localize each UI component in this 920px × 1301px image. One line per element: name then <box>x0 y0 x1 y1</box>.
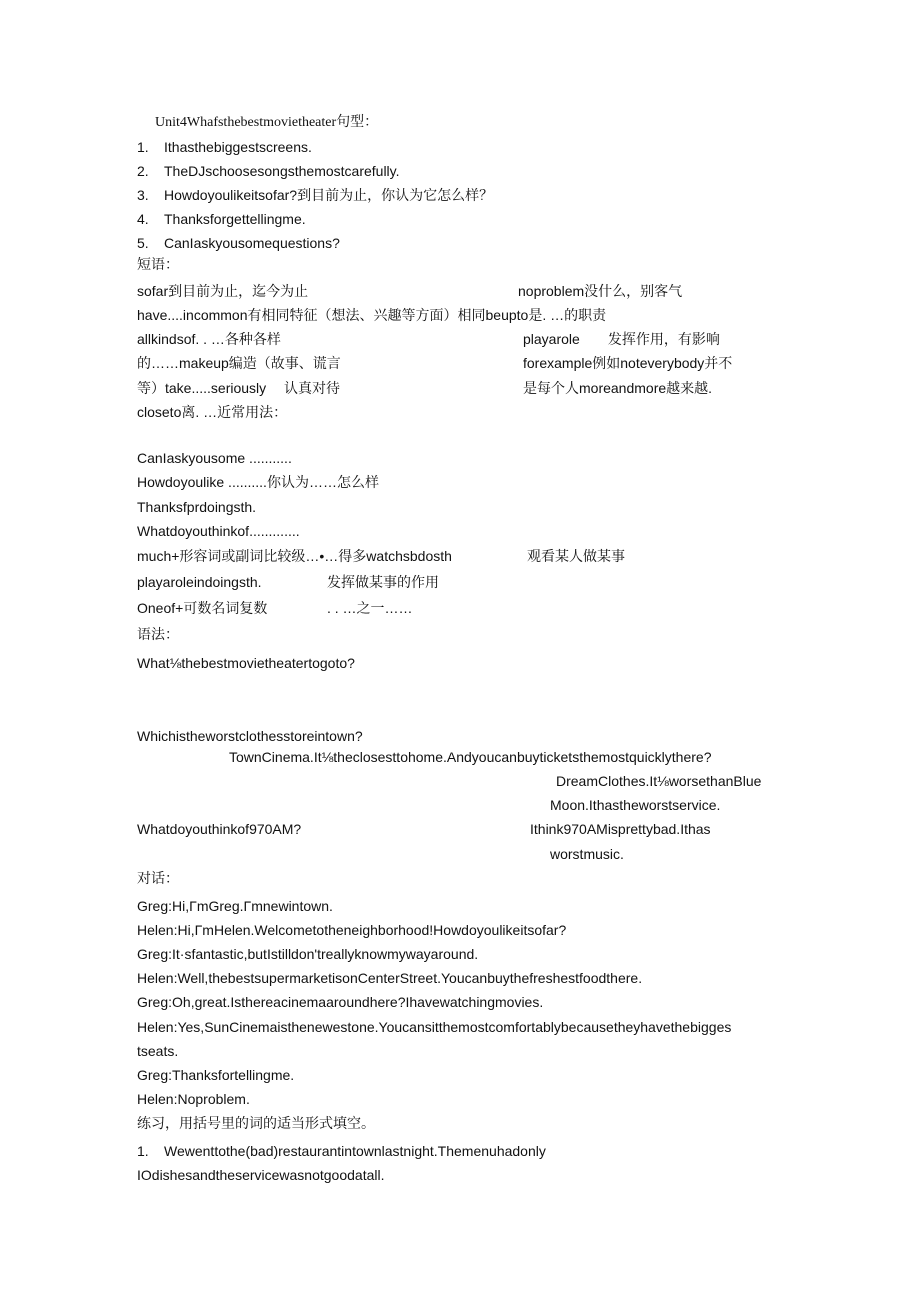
phrases-heading: 短语： <box>137 258 179 273</box>
grammar-answer: worstmusic. <box>550 846 624 862</box>
dialogue-line: Greg:Thanksfortellingme. <box>137 1067 295 1083</box>
grammar-heading: 语法： <box>137 628 179 643</box>
exercise-item: 1. Wewenttothe(bad)restaurantintownlastnight.Themenuhadonly <box>137 1143 546 1159</box>
sentence-item: 2. TheDJschoosesongsthemostcarefully. <box>137 163 400 179</box>
phrase-line: playarole 发挥作用，有影响 <box>523 331 720 347</box>
phrase-line: forexample例如noteverybody并不 <box>523 355 733 371</box>
dialogue-line: Helen:Noproblem. <box>137 1091 250 1107</box>
phrase-line: 等）take.....seriously 认真对待 <box>137 380 341 396</box>
exercise-heading: 练习，用括号里的词的适当形式填空。 <box>137 1117 375 1132</box>
phrase-line: sofar到目前为止，迄今为止 <box>137 283 309 299</box>
sentence-item: 3. Howdoyoulikeitsofar?到目前为止，你认为它怎么样？ <box>137 187 494 203</box>
usage-line: 发挥做某事的作用 <box>327 574 439 590</box>
phrase-line: noproblem没什么，别客气 <box>518 283 683 299</box>
page-title: Unit4Whafsthebestmovietheater句型： <box>155 115 379 130</box>
phrase-line: allkindsof. . …各种各样 <box>137 331 281 347</box>
usage-line: 观看某人做某事 <box>527 548 625 564</box>
dialogue-line: Helen:Hi,ΓmHelen.Welcometotheneighborhood!Howdoyoulikeitsofar? <box>137 922 567 938</box>
phrase-line: 是每个人moreandmore越来越. <box>523 380 713 396</box>
usage-line: Whatdoyouthinkof............. <box>137 523 300 539</box>
usage-line: Thanksfprdoingsth. <box>137 499 257 515</box>
usage-line: Oneof+可数名词复数 <box>137 600 268 616</box>
usage-line: playaroleindoingsth. <box>137 574 262 590</box>
phrase-line: 的……makeup编造（故事、谎言 <box>137 355 341 371</box>
grammar-question: What⅛thebestmovietheatertogoto? <box>137 655 355 671</box>
dialogue-line: Greg:Oh,great.Isthereacinemaaroundhere?Ihavewatchingmovies. <box>137 994 544 1010</box>
phrase-line: closeto离. …近常用法： <box>137 404 288 420</box>
sentence-item: 1. Ithasthebiggestscreens. <box>137 139 312 155</box>
phrase-line: have....incommon有相同特征（想法、兴趣等方面）相同beupto是. …的职责 <box>137 307 607 323</box>
usage-line: CanIaskyousome ........... <box>137 450 292 466</box>
grammar-answer: TownCinema.It⅛theclosesttohome.Andyoucanbuyticketsthemostquicklythere? <box>229 749 712 765</box>
dialogue-line: tseats. <box>137 1043 179 1059</box>
grammar-question: Whichistheworstclothesstoreintown? <box>137 728 363 744</box>
grammar-answer: Ithink970AMisprettybad.Ithas <box>530 821 711 837</box>
grammar-answer: Moon.Ithastheworstservice. <box>550 797 721 813</box>
exercise-item-continued: IOdishesandtheservicewasnotgoodatall. <box>137 1167 385 1183</box>
grammar-answer: DreamClothes.It⅛worsethanBlue <box>556 773 762 789</box>
usage-line: . . …之一…… <box>327 600 413 616</box>
dialogue-heading: 对话： <box>137 872 179 887</box>
dialogue-line: Greg:Hi,ΓmGreg.Γmnewintown. <box>137 898 333 914</box>
usage-line: Howdoyoulike ..........你认为……怎么样 <box>137 474 379 490</box>
dialogue-line: Helen:Yes,SunCinemaisthenewestone.Youcansitthemostcomfortablybecausetheyhavethebigges <box>137 1019 732 1035</box>
grammar-question: Whatdoyouthinkof970AM? <box>137 821 302 837</box>
sentence-item: 4. Thanksforgettellingme. <box>137 211 306 227</box>
usage-line: much+形容词或副词比较级…•…得多watchsbdosth <box>137 548 452 564</box>
dialogue-line: Greg:It·sfantastic,butIstilldon'treallyknowmywayaround. <box>137 946 479 962</box>
sentence-item: 5. CanIaskyousomequestions? <box>137 235 340 251</box>
dialogue-line: Helen:Well,thebestsupermarketisonCenterStreet.Youcanbuythefreshestfoodthere. <box>137 970 643 986</box>
